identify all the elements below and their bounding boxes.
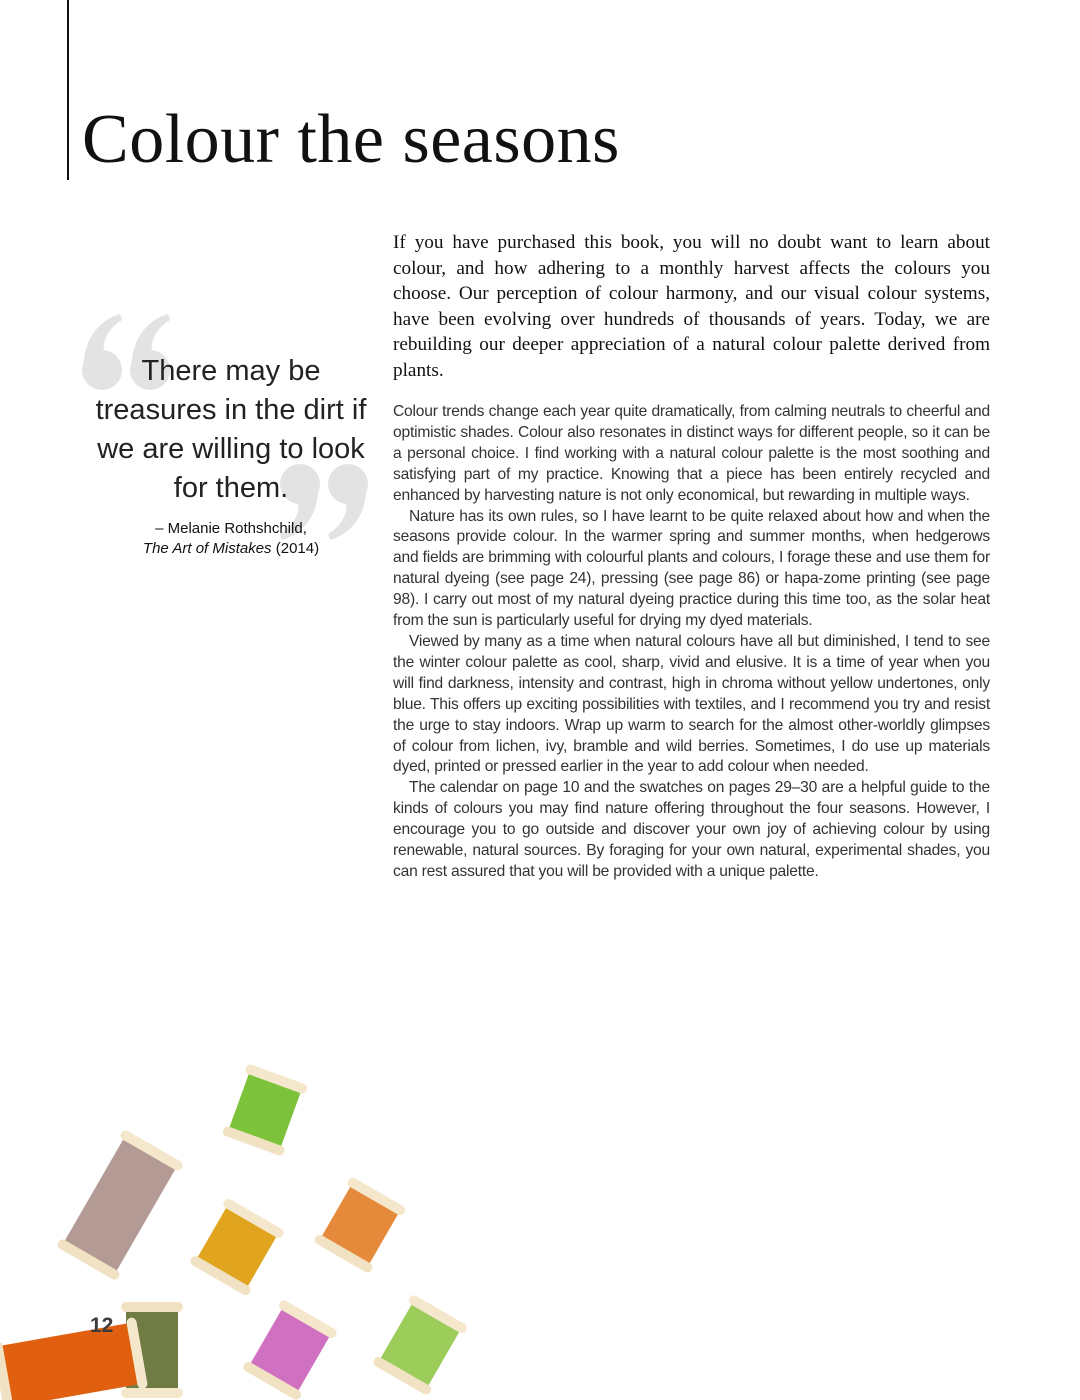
body-paragraph: Nature has its own rules, so I have learnt to be quite relaxed about how and when the seasons provide colour. In the warmer spring and summer months, when hedgerows and fields are brimming with colourful plants and colours, I forage these and use them for natural dyeing (see page 24), pressing (see page 86) or hapa-zome printing (see page 98). I carry out most of my natural dyeing practice during this time too, as the solar heat from the sun is particularly useful for drying my dyed materials. [393, 507, 990, 630]
body-paragraph: The calendar on page 10 and the swatches on pages 29–30 are a helpful guide to the kinds of colours you may find nature offering throughout the four seasons. However, I encourage you to go outside and discover your own joy of achieving colour by using renewable, natural sources. By foraging for your own natural, experimental shades, you can rest assured that you will be provided with a unique palette. [393, 779, 990, 880]
thread-spool [56, 1129, 185, 1282]
thread-spool [189, 1197, 286, 1297]
thread-spool [221, 1063, 308, 1157]
quote-book-title: The Art of Mistakes [142, 539, 272, 557]
thread-spool [0, 1317, 148, 1400]
thread-spool [372, 1294, 469, 1397]
thread-spools-photo [0, 1020, 540, 1400]
page-title: Colour the seasons [82, 101, 620, 178]
thread-spool [313, 1176, 407, 1274]
quote-year: (2014) [275, 539, 320, 557]
thread-spool [242, 1299, 339, 1400]
pull-quote-text: There may be treasures in the dirt if we are willing to look for them. [95, 355, 367, 504]
pull-quote-attribution [95, 519, 367, 558]
body-paragraph: Viewed by many as a time when natural colours have all but diminished, I tend to see the winter colour palette as cool, sharp, vivid and elusive. It is a time of year when you will find darkness, intensity and contrast, high in chroma without yellow undertones, only blue. This offers up exciting possibilities with textiles, and I recommend you try and resist the urge to stay indoors. Wrap up warm to search for the almost other-worldly glimpses of colour from lichen, ivy, bramble and wild berries. Sometimes, I do use up materials dyed, printed or pressed earlier in the year to add colour when needed. [393, 632, 990, 776]
body-text [393, 402, 990, 883]
page-number: 12 [90, 1314, 114, 1337]
quote-author: – Melanie Rothshchild, [155, 520, 307, 537]
title-rule [67, 0, 69, 180]
intro-paragraph [393, 230, 990, 384]
body-paragraph: Colour trends change each year quite dramatically, from calming neutrals to cheerful and optimistic shades. Colour also resonates in distinct ways for different people, so it can be a personal choice. I find working with a natural colour palette is the most soothing and satisfying part of my practice. Knowing that a piece has been entirely recycled and enhanced by harvesting nature is not only economical, but rewarding in multiple ways. [393, 403, 990, 504]
intro-text: If you have purchased this book, you will no doubt want to learn about colour, and how adhering to a monthly harvest affects the colours you choose. Our perception of colour harmony, and our visual colour systems, have been evolving over hundreds of thousands of years. Today, we are rebuilding our deeper appreciation of a natural colour palette derived from plants. [393, 232, 990, 381]
